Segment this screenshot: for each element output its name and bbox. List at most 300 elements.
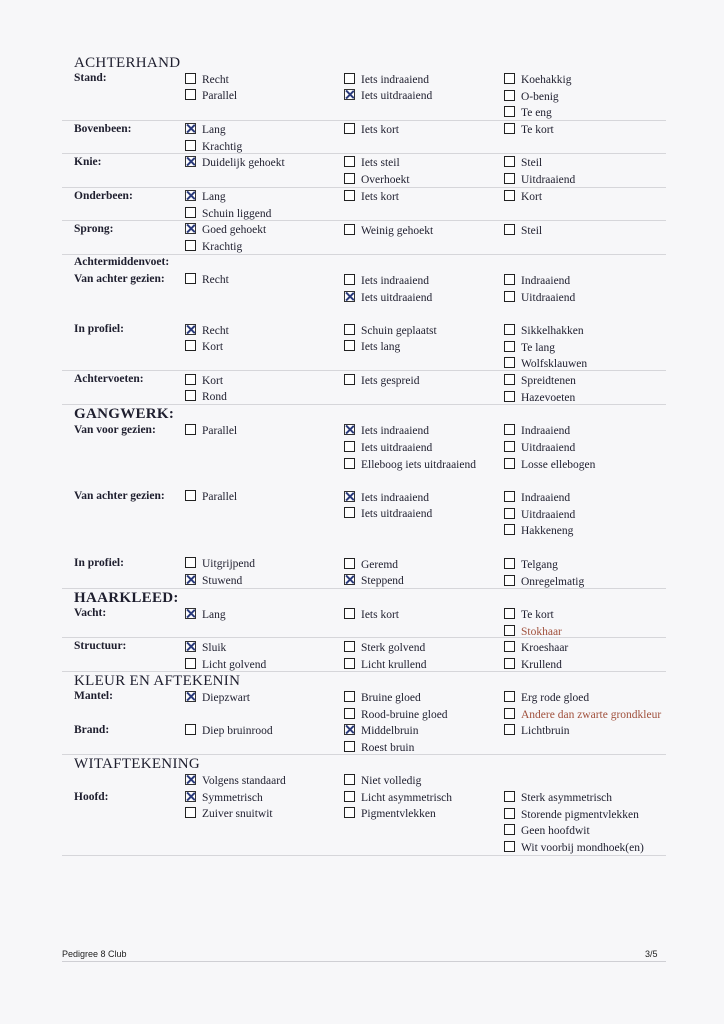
checkbox-icon[interactable] [185,89,196,100]
checkbox-option[interactable] [504,824,590,838]
checkbox-option[interactable] [344,156,400,170]
checkbox-icon[interactable] [344,340,355,351]
checkbox-option[interactable] [185,791,263,805]
option-label: Overhoekt [361,174,410,186]
checkbox-icon[interactable] [185,207,196,218]
checkbox-option[interactable] [504,73,571,87]
checkbox-option[interactable] [185,324,229,338]
checkbox-option[interactable] [504,708,661,722]
checkbox-icon[interactable] [504,173,515,184]
checkbox-option[interactable] [504,691,589,705]
option-label: Weinig gehoekt [361,225,434,237]
option-label: Uitdraaiend [521,509,576,521]
label-vacht: Vacht: [74,607,107,619]
option-label: Wolfsklauwen [521,358,588,370]
checkbox-option[interactable] [185,123,226,137]
checkbox-icon[interactable] [504,156,515,167]
checkbox-option[interactable] [504,324,584,338]
checkbox-icon[interactable] [504,524,515,535]
option-label: Iets kort [361,124,400,136]
checkbox-option[interactable] [344,558,398,572]
section-gangwerk: GANGWERK: [74,406,175,422]
checkbox-option[interactable] [185,774,286,788]
checkbox-option[interactable] [344,173,410,187]
checkbox-icon[interactable] [504,357,515,368]
checkbox-icon[interactable] [185,557,196,568]
option-label: Wit voorbij mondhoek(en) [521,842,644,854]
checkbox-option[interactable] [344,224,433,238]
checkbox-icon[interactable] [185,807,196,818]
row-divider [62,254,666,255]
checkbox-option[interactable] [504,424,570,438]
section-kleur: KLEUR EN AFTEKENIN [74,673,241,689]
checkbox-icon[interactable] [344,458,355,469]
label-brand: Brand: [74,724,110,736]
checkbox-option[interactable] [344,291,432,305]
checked-checkbox-icon[interactable] [185,574,196,585]
checkbox-option[interactable] [185,608,226,622]
footer-divider [62,961,666,962]
checkbox-option[interactable] [185,658,266,672]
row-divider [62,153,666,154]
checkbox-option[interactable] [504,791,612,805]
option-label: Geen hoofdwit [521,825,590,837]
checkbox-icon[interactable] [504,808,515,819]
option-label: Onregelmatig [521,576,585,588]
checkbox-icon[interactable] [504,441,515,452]
checkbox-icon[interactable] [504,424,515,435]
checkbox-option[interactable] [185,641,226,655]
row-divider [62,220,666,221]
checkbox-icon[interactable] [185,140,196,151]
label-van-achter-gezien-gang: Van achter gezien: [74,490,165,502]
checkbox-option[interactable] [185,273,229,287]
checkbox-option[interactable] [185,490,237,504]
checkbox-icon[interactable] [344,324,355,335]
checkbox-icon[interactable] [504,291,515,302]
checkbox-option[interactable] [185,424,237,438]
option-label: Parallel [202,425,238,437]
option-label: Recht [202,74,229,86]
label-mantel: Mantel: [74,690,113,702]
checked-checkbox-icon[interactable] [344,574,355,585]
checkbox-option[interactable] [344,641,425,655]
option-label: Symmetrisch [202,792,263,804]
checkbox-option[interactable] [344,123,399,137]
option-label: Krullend [521,659,562,671]
option-label: Licht krullend [361,659,427,671]
checkbox-option[interactable] [504,291,575,305]
checkbox-option[interactable] [504,658,562,672]
option-label: Uitdraaiend [521,174,576,186]
row-divider [62,120,666,121]
checkbox-icon[interactable] [504,841,515,852]
checked-checkbox-icon[interactable] [185,156,196,167]
checkbox-option[interactable] [504,341,555,355]
checkbox-option[interactable] [344,458,476,472]
option-label: Iets uitdraaiend [361,292,433,304]
footer-club-name: Pedigree 8 Club [62,949,127,959]
option-label: O-benig [521,91,559,103]
option-label: Storende pigmentvlekken [521,809,639,821]
checkbox-option[interactable] [344,658,426,672]
checkbox-option[interactable] [344,791,452,805]
checkbox-option[interactable] [504,724,570,738]
checkbox-option[interactable] [504,90,559,104]
checked-checkbox-icon[interactable] [185,123,196,134]
option-label: Iets gespreid [361,375,420,387]
checkbox-option[interactable] [344,741,414,755]
option-label: Steil [521,157,543,169]
checkbox-icon[interactable] [504,190,515,201]
checkbox-option[interactable] [504,491,570,505]
checkbox-option[interactable] [185,207,271,221]
checkbox-option[interactable] [344,374,419,388]
checkbox-option[interactable] [344,491,429,505]
checkbox-icon[interactable] [344,608,355,619]
option-label: Te kort [521,609,554,621]
checkbox-icon[interactable] [185,73,196,84]
label-structuur: Structuur: [74,640,127,652]
checkbox-option[interactable] [344,608,399,622]
checkbox-option[interactable] [504,274,570,288]
page-number: 3/5 [645,949,658,959]
checkbox-icon[interactable] [344,807,355,818]
option-label: Telgang [521,559,558,571]
option-label: Duidelijk gehoekt [202,157,285,169]
label-knie: Knie: [74,156,102,168]
option-label: Schuin liggend [202,208,272,220]
option-label: Steil [521,225,543,237]
checkbox-option[interactable] [504,575,584,589]
option-label: Kort [202,375,224,387]
option-label: Iets indraaiend [361,425,430,437]
label-achtermiddenvoet: Achtermiddenvoet: [74,256,170,268]
section-haarkleed: HAARKLEED: [74,590,179,606]
section-witaftekening: WITAFTEKENING [74,756,201,772]
label-onderbeen: Onderbeen: [74,190,133,202]
checkbox-icon[interactable] [504,575,515,586]
checked-checkbox-icon[interactable] [185,774,196,785]
option-label: Iets indraaiend [361,74,430,86]
label-van-voor-gezien: Van voor gezien: [74,424,156,436]
option-label: Parallel [202,491,238,503]
option-label: Indraaiend [521,492,571,504]
checkbox-icon[interactable] [504,724,515,735]
label-bovenbeen: Bovenbeen: [74,123,132,135]
checkbox-option[interactable] [504,625,562,639]
option-label: Zuiver snuitwit [202,808,273,820]
option-label: Hazevoeten [521,392,576,404]
row-divider [62,404,666,405]
option-label: Kort [521,191,543,203]
checkbox-option[interactable] [185,574,242,588]
option-label: Andere dan zwarte grondkleur [521,709,662,721]
checkbox-icon[interactable] [504,90,515,101]
checkbox-icon[interactable] [504,641,515,652]
option-label: Stokhaar [521,626,562,638]
checkbox-icon[interactable] [504,106,515,117]
checkbox-icon[interactable] [504,558,515,569]
option-label: Bruine gloed [361,692,421,704]
checkbox-option[interactable] [504,458,595,472]
row-divider [62,855,666,856]
checkbox-icon[interactable] [504,691,515,702]
checkbox-icon[interactable] [504,391,515,402]
checkbox-option[interactable] [185,807,273,821]
option-label: Middelbruin [361,725,419,737]
label-van-achter-gezien: Van achter gezien: [74,273,165,285]
checkbox-option[interactable] [344,340,400,354]
checkbox-option[interactable] [344,274,429,288]
checkbox-icon[interactable] [504,608,515,619]
checkbox-option[interactable] [504,508,575,522]
checked-checkbox-icon[interactable] [185,190,196,201]
checkbox-icon[interactable] [344,658,355,669]
option-label: Sikkelhakken [521,325,584,337]
section-achterhand: ACHTERHAND [74,55,181,71]
option-label: Elleboog iets uitdraaiend [361,459,476,471]
checkbox-icon[interactable] [185,658,196,669]
checkbox-icon[interactable] [504,374,515,385]
option-label: Sterk asymmetrisch [521,792,613,804]
option-label: Uitgrijpend [202,558,256,570]
option-label: Iets indraaiend [361,492,430,504]
label-in-profiel-gang: In profiel: [74,557,124,569]
checkbox-option[interactable] [185,557,255,571]
checked-checkbox-icon[interactable] [185,608,196,619]
option-label: Kort [202,341,224,353]
label-stand: Stand: [74,72,107,84]
checkbox-icon[interactable] [344,641,355,652]
option-label: Sterk golvend [361,642,426,654]
checkbox-icon[interactable] [504,708,515,719]
checkbox-icon[interactable] [185,240,196,251]
checkbox-option[interactable] [344,507,432,521]
checkbox-option[interactable] [504,641,568,655]
checkbox-icon[interactable] [185,273,196,284]
checkbox-option[interactable] [185,724,273,738]
checkbox-icon[interactable] [504,324,515,335]
checkbox-icon[interactable] [504,123,515,134]
option-label: Pigmentvlekken [361,808,436,820]
checked-checkbox-icon[interactable] [185,791,196,802]
option-label: Iets steil [361,157,400,169]
checkbox-icon[interactable] [504,824,515,835]
checkbox-icon[interactable] [504,791,515,802]
checkbox-icon[interactable] [504,224,515,235]
checkbox-option[interactable] [344,724,419,738]
checkbox-icon[interactable] [344,224,355,235]
label-sprong: Sprong: [74,223,114,235]
checkbox-icon[interactable] [344,774,355,785]
label-in-profiel: In profiel: [74,323,124,335]
checkbox-icon[interactable] [185,374,196,385]
checked-checkbox-icon[interactable] [185,324,196,335]
label-achtervoeten: Achtervoeten: [74,373,144,385]
checkbox-icon[interactable] [504,625,515,636]
checkbox-option[interactable] [185,374,223,388]
option-label: Geremd [361,559,399,571]
checkbox-option[interactable] [504,524,573,538]
checkbox-icon[interactable] [185,390,196,401]
option-label: Iets indraaiend [361,275,430,287]
option-label: Steppend [361,575,404,587]
option-label: Iets lang [361,341,401,353]
checkbox-option[interactable] [344,441,432,455]
checked-checkbox-icon[interactable] [344,291,355,302]
option-label: Diepzwart [202,692,250,704]
checked-checkbox-icon[interactable] [344,424,355,435]
checkbox-icon[interactable] [344,791,355,802]
option-label: Uitdraaiend [521,442,576,454]
checkbox-option[interactable] [344,89,432,103]
checkbox-icon[interactable] [504,508,515,519]
option-label: Lang [202,191,226,203]
checkbox-option[interactable] [344,324,437,338]
checkbox-option[interactable] [185,691,250,705]
option-label: Volgens standaard [202,775,286,787]
option-label: Recht [202,325,229,337]
option-label: Losse ellebogen [521,459,596,471]
checkbox-option[interactable] [185,89,237,103]
checkbox-option[interactable] [344,708,448,722]
checkbox-option[interactable] [504,173,575,187]
checkbox-option[interactable] [504,608,554,622]
checked-checkbox-icon[interactable] [185,223,196,234]
checkbox-option[interactable] [185,73,229,87]
checkbox-option[interactable] [185,390,227,404]
checkbox-icon[interactable] [344,441,355,452]
option-label: Te eng [521,107,552,119]
checkbox-option[interactable] [504,374,576,388]
checkbox-icon[interactable] [185,424,196,435]
option-label: Iets kort [361,191,400,203]
option-label: Lichtbruin [521,725,570,737]
option-label: Goed gehoekt [202,224,267,236]
checkbox-option[interactable] [344,691,421,705]
checkbox-icon[interactable] [344,374,355,385]
checkbox-option[interactable] [185,156,285,170]
checkbox-option[interactable] [185,340,223,354]
checkbox-icon[interactable] [344,558,355,569]
checkbox-option[interactable] [504,106,552,120]
checkbox-option[interactable] [504,558,558,572]
checkbox-icon[interactable] [344,274,355,285]
checkbox-icon[interactable] [344,190,355,201]
option-label: Te kort [521,124,554,136]
option-label: Parallel [202,90,238,102]
checked-checkbox-icon[interactable] [344,89,355,100]
checkbox-option[interactable] [344,774,421,788]
option-label: Niet volledig [361,775,422,787]
option-label: Uitdraaiend [521,292,576,304]
option-label: Recht [202,274,229,286]
checked-checkbox-icon[interactable] [344,724,355,735]
option-label: Iets kort [361,609,400,621]
checkbox-option[interactable] [504,123,554,137]
option-label: Te lang [521,342,556,354]
checkbox-icon[interactable] [344,708,355,719]
checkbox-icon[interactable] [344,507,355,518]
checkbox-option[interactable] [504,841,644,855]
checkbox-option[interactable] [504,224,542,238]
checkbox-icon[interactable] [185,724,196,735]
option-label: Spreidtenen [521,375,576,387]
option-label: Rond [202,391,227,403]
option-label: Indraaiend [521,275,571,287]
checkbox-icon[interactable] [504,73,515,84]
option-label: Stuwend [202,575,243,587]
option-label: Lang [202,609,226,621]
option-label: Licht asymmetrisch [361,792,453,804]
checkbox-option[interactable] [344,574,404,588]
option-label: Iets uitdraaiend [361,442,433,454]
option-label: Iets uitdraaiend [361,90,433,102]
option-label: Krachtig [202,241,243,253]
checkbox-option[interactable] [344,807,436,821]
checkbox-icon[interactable] [504,458,515,469]
option-label: Roest bruin [361,742,415,754]
checkbox-option[interactable] [504,808,639,822]
option-label: Diep bruinrood [202,725,273,737]
checkbox-option[interactable] [504,357,587,371]
checkbox-option[interactable] [185,240,242,254]
checkbox-icon[interactable] [344,73,355,84]
option-label: Indraaiend [521,425,571,437]
label-hoofd: Hoofd: [74,791,109,803]
checkbox-option[interactable] [504,156,542,170]
checkbox-option[interactable] [344,73,429,87]
option-label: Iets uitdraaiend [361,508,433,520]
option-label: Koehakkig [521,74,572,86]
checkbox-icon[interactable] [504,341,515,352]
option-label: Licht golvend [202,659,267,671]
checked-checkbox-icon[interactable] [344,491,355,502]
checked-checkbox-icon[interactable] [185,641,196,652]
checkbox-option[interactable] [185,223,266,237]
checkbox-icon[interactable] [344,123,355,134]
checkbox-option[interactable] [185,140,242,154]
option-label: Rood-bruine gloed [361,709,448,721]
option-label: Hakkeneng [521,525,574,537]
option-label: Sluik [202,642,227,654]
option-label: Kroeshaar [521,642,569,654]
checkbox-option[interactable] [504,391,575,405]
checkbox-option[interactable] [344,190,399,204]
checkbox-icon[interactable] [504,491,515,502]
checkbox-icon[interactable] [185,490,196,501]
checkbox-option[interactable] [504,190,542,204]
checked-checkbox-icon[interactable] [185,691,196,702]
option-label: Schuin geplaatst [361,325,437,337]
checkbox-icon[interactable] [185,340,196,351]
checkbox-option[interactable] [185,190,226,204]
checkbox-icon[interactable] [344,156,355,167]
option-label: Lang [202,124,226,136]
checkbox-option[interactable] [344,424,429,438]
row-divider [62,637,666,638]
checkbox-icon[interactable] [344,173,355,184]
checkbox-icon[interactable] [344,741,355,752]
option-label: Erg rode gloed [521,692,590,704]
row-divider [62,187,666,188]
option-label: Krachtig [202,141,243,153]
checkbox-option[interactable] [504,441,575,455]
checkbox-icon[interactable] [504,274,515,285]
checkbox-icon[interactable] [344,691,355,702]
checkbox-icon[interactable] [504,658,515,669]
